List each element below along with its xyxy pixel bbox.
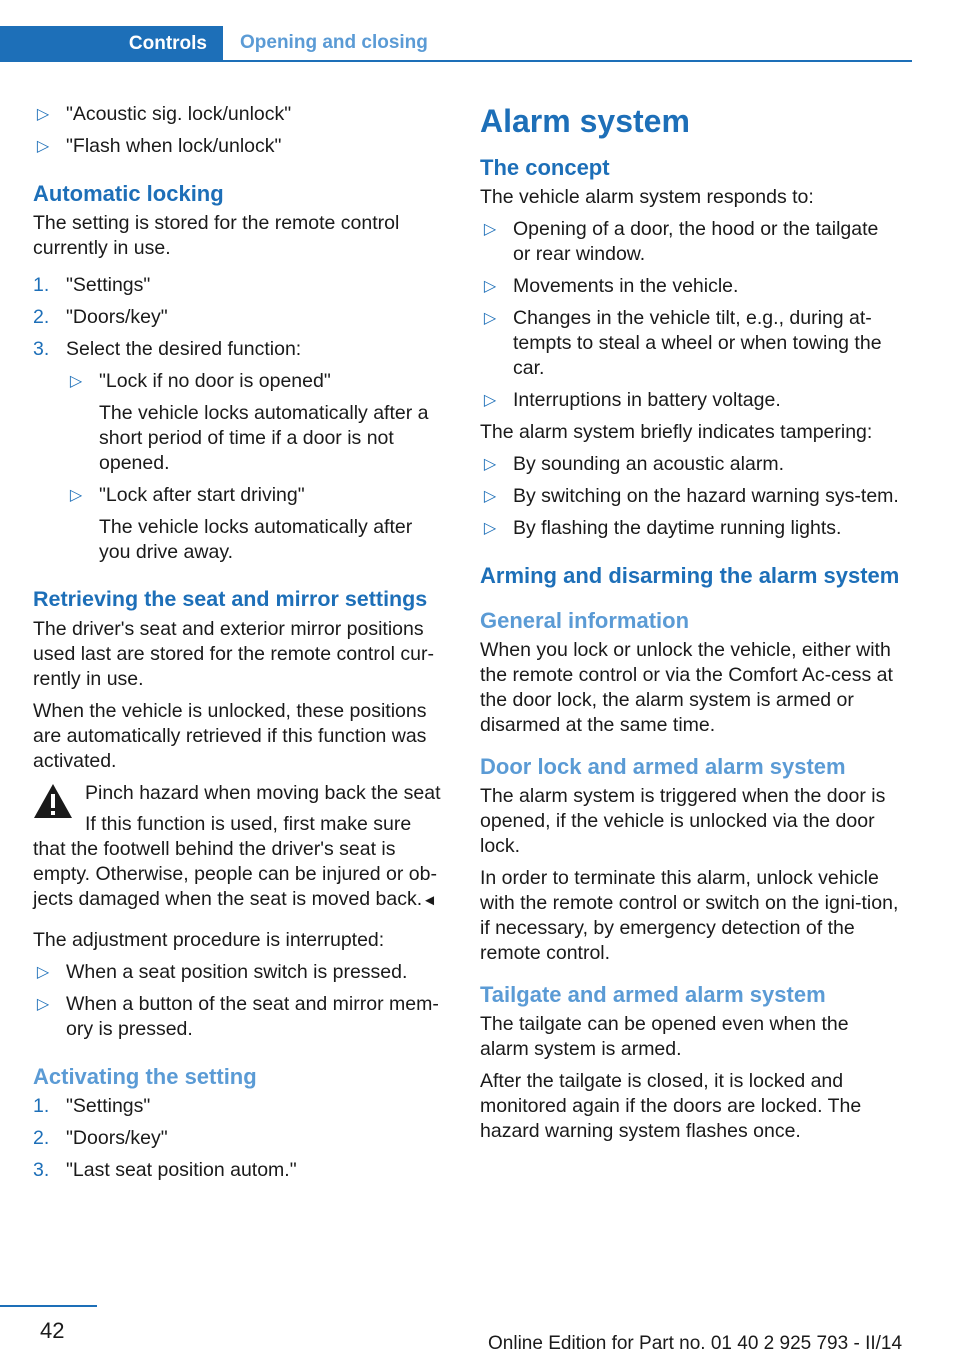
list-item: ▷ When a seat position switch is pressed. bbox=[33, 960, 448, 985]
list-item: ▷ Changes in the vehicle tilt, e.g., during at‐tempts to steal a wheel or when towing the car. bbox=[480, 306, 900, 381]
paragraph: When the vehicle is unlocked, these positions are automatically retrieved if this function was activated. bbox=[33, 700, 427, 772]
intro-list bbox=[33, 102, 448, 159]
steps-list bbox=[33, 273, 448, 565]
page-number: 42 bbox=[40, 1318, 65, 1343]
heading-door-lock: Door lock and armed alarm system bbox=[480, 754, 846, 779]
paragraph: The driver's seat and exterior mirror positions used last are stored for the remote control cur‐rently in use. bbox=[33, 618, 435, 690]
list-item: ▷ "Lock after start driving" The vehicle locks automatically after you drive away. bbox=[66, 483, 448, 565]
warning-box bbox=[33, 781, 448, 913]
heading-tailgate: Tailgate and armed alarm system bbox=[480, 982, 826, 1007]
triangle-right-icon: ▷ bbox=[36, 964, 50, 981]
warning-title: Pinch hazard when moving back the seat bbox=[85, 782, 441, 804]
right-column bbox=[480, 102, 900, 1151]
list-item: ▷ Movements in the vehicle. bbox=[480, 274, 900, 299]
heading-retrieving-settings: Retrieving the seat and mirror settings bbox=[33, 587, 428, 611]
heading-concept: The concept bbox=[480, 155, 610, 180]
triangle-right-icon: ▷ bbox=[483, 278, 497, 295]
warning-text: If this function is used, first make sure that the footwell behind the driver's seat is empty. Otherwise, people can be injured or ob‐jects damaged when the seat is moved back. bbox=[33, 813, 437, 910]
section-tab-controls[interactable]: Controls bbox=[0, 26, 223, 62]
triangle-right-icon: ▷ bbox=[483, 392, 497, 409]
triangle-right-icon: ▷ bbox=[483, 520, 497, 537]
interrupt-list bbox=[33, 960, 448, 1042]
list-item: ▷ "Lock if no door is opened" The vehicle locks automatically after a short period of time if a door is not opened. bbox=[66, 369, 448, 476]
list-item: ▷ "Flash when lock/unlock" bbox=[33, 134, 448, 159]
paragraph: The alarm system briefly indicates tampering: bbox=[480, 421, 873, 443]
warning-triangle-icon bbox=[33, 783, 73, 819]
responds-list bbox=[480, 217, 900, 413]
paragraph: The tailgate can be opened even when the alarm system is armed. bbox=[480, 1013, 849, 1060]
paragraph: The vehicle alarm system responds to: bbox=[480, 186, 814, 208]
tampering-list bbox=[480, 452, 900, 541]
list-item: ▷ By switching on the hazard warning sys‐tem. bbox=[480, 484, 900, 509]
paragraph: After the tailgate is closed, it is locked and monitored again if the doors are locked. The hazard warning system flashes once. bbox=[480, 1070, 862, 1142]
list-item: 3. Select the desired function: ▷ "Lock if no door is opened" The vehicle locks automatically after a short period of time if a door is not opened. ▷ "Lock after start driving" The vehicle locks automatically after you drive away. bbox=[33, 337, 448, 565]
triangle-right-icon: ▷ bbox=[36, 138, 50, 155]
paragraph: In order to terminate this alarm, unlock vehicle with the remote control or switch on the igni‐tion, if necessary, by emergency detection of the remote control. bbox=[480, 867, 899, 964]
triangle-right-icon: ▷ bbox=[69, 373, 83, 390]
heading-alarm-system: Alarm system bbox=[480, 103, 690, 139]
page-header bbox=[0, 26, 895, 62]
triangle-right-icon: ▷ bbox=[69, 487, 83, 504]
heading-general-information: General information bbox=[480, 608, 690, 633]
list-item: ▷ By flashing the daytime running lights. bbox=[480, 516, 900, 541]
list-item: 2. "Doors/key" bbox=[33, 306, 168, 328]
list-item: 1. "Settings" bbox=[33, 1095, 151, 1117]
heading-automatic-locking: Automatic locking bbox=[33, 181, 224, 206]
left-column bbox=[33, 102, 448, 1190]
edition-note: Online Edition for Part no. 01 40 2 925 793 - II/14 bbox=[488, 1333, 903, 1354]
triangle-right-icon: ▷ bbox=[483, 221, 497, 238]
section-tab-opening-closing[interactable]: Opening and closing bbox=[223, 26, 912, 62]
heading-activating-setting: Activating the setting bbox=[33, 1064, 257, 1089]
heading-arming: Arming and disarming the alarm system bbox=[480, 563, 900, 588]
paragraph: The adjustment procedure is interrupted: bbox=[33, 929, 385, 951]
list-item: 3. "Last seat position autom." bbox=[33, 1159, 297, 1181]
paragraph: The alarm system is triggered when the door is opened, if the vehicle is unlocked via the door lock. bbox=[480, 785, 886, 857]
triangle-right-icon: ▷ bbox=[483, 456, 497, 473]
paragraph: When you lock or unlock the vehicle, either with the remote control or via the Comfort Ac‐cess at the door lock, the alarm system is armed or disarmed at the same time. bbox=[480, 639, 893, 736]
steps-list bbox=[33, 1094, 448, 1183]
list-item: ▷ Interruptions in battery voltage. bbox=[480, 388, 900, 413]
options-list bbox=[66, 369, 448, 565]
paragraph: The setting is stored for the remote control currently in use. bbox=[33, 212, 400, 259]
triangle-right-icon: ▷ bbox=[483, 488, 497, 505]
list-item: ▷ Opening of a door, the hood or the tailgate or rear window. bbox=[480, 217, 900, 267]
list-item: 2. "Doors/key" bbox=[33, 1127, 168, 1149]
list-item: ▷ By sounding an acoustic alarm. bbox=[480, 452, 900, 477]
triangle-right-icon: ▷ bbox=[36, 996, 50, 1013]
triangle-right-icon: ▷ bbox=[36, 106, 50, 123]
list-item: 1. "Settings" bbox=[33, 274, 151, 296]
footer-rule bbox=[0, 1305, 97, 1307]
end-mark: ◄ bbox=[422, 892, 437, 909]
list-item: ▷ "Acoustic sig. lock/unlock" bbox=[33, 102, 448, 127]
list-item: ▷ When a button of the seat and mirror mem‐ory is pressed. bbox=[33, 992, 448, 1042]
triangle-right-icon: ▷ bbox=[483, 310, 497, 327]
